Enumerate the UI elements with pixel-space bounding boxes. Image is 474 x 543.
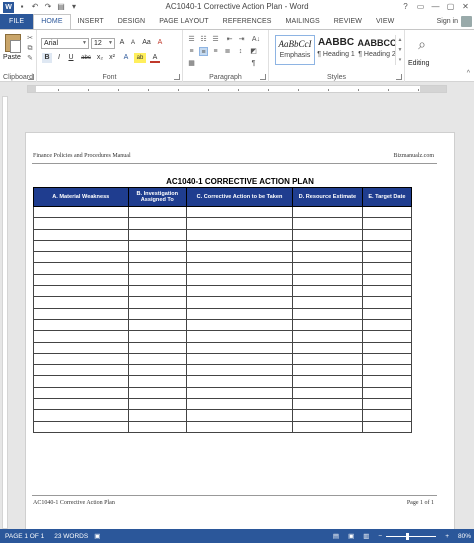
table-cell[interactable] <box>128 365 187 376</box>
corrective-action-table[interactable] <box>33 187 412 433</box>
shrink-font-button[interactable]: A <box>130 40 135 46</box>
ruler-right-margin <box>420 86 446 92</box>
table-cell[interactable] <box>128 342 187 353</box>
table-cell[interactable] <box>292 229 362 240</box>
table-cell[interactable] <box>34 218 129 229</box>
ruler-tick <box>418 89 419 91</box>
style-emphasis[interactable] <box>275 35 315 65</box>
page-count-status[interactable]: PAGE 1 OF 1 <box>5 532 45 540</box>
table-cell[interactable] <box>128 387 187 398</box>
table-cell[interactable] <box>34 387 129 398</box>
table-cell[interactable] <box>187 421 293 432</box>
ruler-tick <box>178 89 179 91</box>
ruler-left-margin <box>28 86 36 92</box>
styles-scroll[interactable]: ▲ ▼ ▾ <box>395 35 404 65</box>
table-cell[interactable] <box>187 319 293 330</box>
table-cell[interactable] <box>128 263 187 274</box>
table-cell[interactable] <box>128 331 187 342</box>
table-cell[interactable] <box>187 252 293 263</box>
horizontal-ruler <box>0 82 474 96</box>
clipboard-label: Clipboard <box>3 74 33 81</box>
paragraph-group <box>183 30 269 82</box>
table-cell[interactable] <box>292 274 362 285</box>
table-cell[interactable] <box>34 207 129 218</box>
paste-button[interactable]: Paste <box>3 54 21 61</box>
minimize-button[interactable]: — <box>431 2 440 11</box>
align-left-icon[interactable]: ≡ <box>189 48 194 55</box>
table-cell[interactable] <box>362 286 411 297</box>
style-heading-2[interactable] <box>357 35 397 65</box>
font-name-value: Arial <box>44 40 59 47</box>
style-emphasis-name: Emphasis <box>279 52 311 59</box>
word-count-status[interactable]: 23 WORDS <box>54 532 89 540</box>
header-left-text: Finance Policies and Procedures Manual <box>33 153 131 159</box>
table-row <box>34 263 412 274</box>
table-cell[interactable] <box>292 410 362 421</box>
strikethrough-button[interactable]: abc <box>81 55 91 61</box>
table-cell[interactable] <box>34 353 129 364</box>
table-cell[interactable] <box>128 286 187 297</box>
redo-icon[interactable]: ↷ <box>44 2 52 11</box>
read-mode-icon[interactable]: ▤ <box>332 533 340 540</box>
document-title: AC1040-1 CORRECTIVE ACTION PLAN <box>166 177 314 186</box>
word-logo: W <box>3 2 14 13</box>
superscript-button[interactable]: x² <box>109 54 115 61</box>
table-cell[interactable] <box>292 331 362 342</box>
table-cell[interactable] <box>362 240 411 251</box>
table-cell[interactable] <box>128 421 187 432</box>
table-cell[interactable] <box>34 342 129 353</box>
table-cell[interactable] <box>292 252 362 263</box>
font-color-button[interactable]: A <box>150 53 160 63</box>
ruler-tick <box>358 89 359 91</box>
table-cell[interactable] <box>187 207 293 218</box>
table-cell[interactable] <box>187 274 293 285</box>
table-body <box>34 207 412 433</box>
ruler-tick <box>388 89 389 91</box>
table-cell[interactable] <box>362 297 411 308</box>
paste-icon[interactable] <box>5 34 21 52</box>
table-cell[interactable] <box>34 331 129 342</box>
text-effects-button[interactable]: A <box>123 54 129 61</box>
table-row <box>34 252 412 263</box>
clipboard-launcher-icon[interactable] <box>28 74 34 80</box>
ribbon-tabs <box>0 14 474 29</box>
table-cell[interactable] <box>362 342 411 353</box>
table-cell[interactable] <box>128 353 187 364</box>
title-bar <box>0 0 474 14</box>
table-cell[interactable] <box>292 286 362 297</box>
table-cell[interactable] <box>362 207 411 218</box>
bold-button[interactable]: B <box>42 53 52 63</box>
proofing-icon[interactable]: ▣ <box>94 533 101 540</box>
table-cell[interactable] <box>292 308 362 319</box>
column-header-target-date: E. Target Date <box>362 188 411 207</box>
ribbon <box>0 29 474 82</box>
table-cell[interactable] <box>187 308 293 319</box>
undo-icon[interactable]: ↶ <box>31 2 39 11</box>
show-formatting-button[interactable]: ¶ <box>251 60 256 67</box>
table-cell[interactable] <box>362 421 411 432</box>
tab-references[interactable]: REFERENCES <box>222 18 272 25</box>
table-cell[interactable] <box>34 263 129 274</box>
table-cell[interactable] <box>187 229 293 240</box>
table-row <box>34 319 412 330</box>
ruler-tick <box>238 89 239 91</box>
zoom-level[interactable]: 80% <box>457 532 471 540</box>
font-name-select[interactable] <box>41 38 89 49</box>
table-row <box>34 308 412 319</box>
table-cell[interactable] <box>187 286 293 297</box>
table-row <box>34 274 412 285</box>
table-cell[interactable] <box>128 399 187 410</box>
chevron-down-icon: ▼ <box>82 40 87 46</box>
table-cell[interactable] <box>292 207 362 218</box>
line-spacing-icon[interactable]: ↕ <box>238 48 243 55</box>
tab-page-layout[interactable]: PAGE LAYOUT <box>159 18 209 25</box>
column-header-material-weakness: A. Material Weakness <box>34 188 129 207</box>
clipboard-group <box>0 30 37 82</box>
vertical-ruler <box>0 96 10 529</box>
table-cell[interactable] <box>128 308 187 319</box>
subscript-button[interactable]: x₂ <box>96 54 104 61</box>
tab-insert[interactable]: INSERT <box>77 18 104 25</box>
table-cell[interactable] <box>362 331 411 342</box>
multilevel-list-icon[interactable]: ☰ <box>212 36 219 43</box>
ruler-strip <box>27 85 447 93</box>
table-row <box>34 410 412 421</box>
style-heading-2-name: ¶ Heading 2 <box>358 51 396 58</box>
tab-review[interactable]: REVIEW <box>333 18 362 25</box>
table-cell[interactable] <box>34 252 129 263</box>
table-cell[interactable] <box>128 240 187 251</box>
table-cell[interactable] <box>292 218 362 229</box>
style-heading-2-sample: AABBCC <box>357 38 397 48</box>
zoom-slider[interactable] <box>386 536 436 537</box>
table-row <box>34 421 412 432</box>
table-cell[interactable] <box>34 297 129 308</box>
table-cell[interactable] <box>128 229 187 240</box>
table-row <box>34 331 412 342</box>
table-cell[interactable] <box>34 286 129 297</box>
window-title: AC1040-1 Corrective Action Plan - Word <box>165 2 309 11</box>
sign-in-link[interactable]: Sign in <box>436 18 458 25</box>
table-cell[interactable] <box>292 342 362 353</box>
table-cell[interactable] <box>187 297 293 308</box>
table-cell[interactable] <box>292 421 362 432</box>
ruler-tick <box>88 89 89 91</box>
table-cell[interactable] <box>34 240 129 251</box>
style-emphasis-sample: AaBbCcI <box>278 39 312 49</box>
table-row <box>34 207 412 218</box>
zoom-out-button[interactable]: − <box>378 532 383 540</box>
underline-button[interactable]: U <box>68 54 74 61</box>
column-header-corrective-action: C. Corrective Action to be Taken <box>187 188 293 207</box>
grow-font-button[interactable]: A <box>119 39 125 46</box>
column-header-resource-estimate: D. Resource Estimate <box>292 188 362 207</box>
user-avatar[interactable] <box>461 16 472 27</box>
style-heading-1-name: ¶ Heading 1 <box>317 51 355 58</box>
table-cell[interactable] <box>34 308 129 319</box>
collapse-ribbon-icon[interactable]: ^ <box>466 70 470 77</box>
table-cell[interactable] <box>128 207 187 218</box>
table-cell[interactable] <box>187 240 293 251</box>
chevron-down-icon: ▼ <box>108 40 113 46</box>
document-page[interactable] <box>25 132 455 529</box>
table-cell[interactable] <box>362 229 411 240</box>
table-cell[interactable] <box>128 252 187 263</box>
table-row <box>34 297 412 308</box>
table-cell[interactable] <box>34 365 129 376</box>
table-cell[interactable] <box>34 421 129 432</box>
table-cell[interactable] <box>187 410 293 421</box>
ribbon-display-button[interactable]: ▭ <box>416 2 425 11</box>
increase-indent-icon[interactable]: ⇥ <box>238 36 245 43</box>
table-cell[interactable] <box>34 274 129 285</box>
table-row <box>34 240 412 251</box>
styles-label: Styles <box>326 74 347 81</box>
table-cell[interactable] <box>128 410 187 421</box>
align-right-icon[interactable]: ≡ <box>213 48 218 55</box>
quick-access-toolbar <box>0 2 79 13</box>
paragraph-launcher-icon[interactable] <box>260 74 266 80</box>
clear-formatting-button[interactable]: A <box>157 39 163 46</box>
footer-rule <box>32 495 437 496</box>
table-cell[interactable] <box>34 229 129 240</box>
table-cell[interactable] <box>128 319 187 330</box>
copy-icon[interactable]: ⧉ <box>27 45 33 52</box>
align-center-icon[interactable]: ≡ <box>199 47 208 56</box>
styles-group <box>269 30 405 82</box>
table-cell[interactable] <box>34 410 129 421</box>
vertical-ruler-strip <box>2 96 8 529</box>
table-row <box>34 286 412 297</box>
print-icon[interactable]: ▤ <box>57 2 65 11</box>
table-row <box>34 353 412 364</box>
paragraph-label: Paragraph <box>209 74 242 81</box>
table-cell[interactable] <box>362 274 411 285</box>
ruler-tick <box>148 89 149 91</box>
footer-right-text: Page 1 of 1 <box>406 500 434 506</box>
bullets-icon[interactable]: ☰ <box>188 36 195 43</box>
tab-design[interactable]: DESIGN <box>117 18 146 25</box>
table-cell[interactable] <box>187 353 293 364</box>
table-cell[interactable] <box>362 376 411 387</box>
table-cell[interactable] <box>362 353 411 364</box>
help-button[interactable]: ? <box>403 2 408 11</box>
table-cell[interactable] <box>292 387 362 398</box>
format-painter-icon[interactable]: ✎ <box>27 55 33 62</box>
table-cell[interactable] <box>292 353 362 364</box>
binoculars-icon[interactable]: ⌕ <box>418 36 426 52</box>
table-row <box>34 365 412 376</box>
table-cell[interactable] <box>34 376 129 387</box>
table-cell[interactable] <box>292 319 362 330</box>
tab-home[interactable]: HOME <box>33 14 70 29</box>
decrease-indent-icon[interactable]: ⇤ <box>226 36 233 43</box>
ruler-tick <box>58 89 59 91</box>
style-heading-1[interactable] <box>316 35 356 65</box>
numbering-icon[interactable]: ☷ <box>200 36 207 43</box>
table-cell[interactable] <box>34 399 129 410</box>
font-label: Font <box>102 74 117 81</box>
editing-button[interactable]: Editing <box>408 60 430 67</box>
ruler-tick <box>208 89 209 91</box>
table-cell[interactable] <box>128 376 187 387</box>
maximize-button[interactable]: ▢ <box>446 2 455 11</box>
styles-launcher-icon[interactable] <box>396 74 402 80</box>
table-cell[interactable] <box>187 263 293 274</box>
save-icon[interactable]: ▪ <box>20 2 24 11</box>
table-cell[interactable] <box>362 399 411 410</box>
ruler-tick <box>298 89 299 91</box>
table-cell[interactable] <box>128 297 187 308</box>
font-group <box>37 30 183 82</box>
zoom-in-button[interactable]: + <box>445 532 449 540</box>
table-row <box>34 218 412 229</box>
document-area[interactable] <box>10 96 474 529</box>
justify-icon[interactable]: ≣ <box>224 48 231 55</box>
table-cell[interactable] <box>362 365 411 376</box>
table-cell[interactable] <box>362 308 411 319</box>
table-cell[interactable] <box>292 399 362 410</box>
table-row <box>34 229 412 240</box>
table-row <box>34 342 412 353</box>
table-cell[interactable] <box>292 263 362 274</box>
footer-left-text: AC1040-1 Corrective Action Plan <box>33 500 115 506</box>
zoom-slider-thumb[interactable] <box>406 533 409 540</box>
table-cell[interactable] <box>362 410 411 421</box>
tab-view[interactable]: VIEW <box>376 18 395 25</box>
web-layout-icon[interactable]: ▥ <box>363 533 370 540</box>
style-heading-1-sample: AABBC <box>317 37 355 48</box>
font-size-select[interactable] <box>91 38 115 49</box>
table-row <box>34 399 412 410</box>
italic-button[interactable]: I <box>58 54 60 61</box>
shading-icon[interactable]: ◩ <box>250 48 257 55</box>
font-launcher-icon[interactable] <box>174 74 180 80</box>
ruler-tick <box>328 89 329 91</box>
tab-mailings[interactable]: MAILINGS <box>285 18 320 25</box>
table-cell[interactable] <box>187 387 293 398</box>
table-cell[interactable] <box>362 252 411 263</box>
table-cell[interactable] <box>187 342 293 353</box>
font-size-value: 12 <box>94 40 102 47</box>
header-rule <box>32 163 437 164</box>
table-cell[interactable] <box>187 365 293 376</box>
table-cell[interactable] <box>362 319 411 330</box>
close-button[interactable]: ✕ <box>462 2 469 11</box>
table-cell[interactable] <box>292 297 362 308</box>
table-cell[interactable] <box>362 387 411 398</box>
highlight-button[interactable]: ab <box>134 53 146 63</box>
table-cell[interactable] <box>187 331 293 342</box>
change-case-button[interactable]: Aa <box>142 39 151 46</box>
table-row <box>34 376 412 387</box>
cut-icon[interactable]: ✂ <box>27 35 33 42</box>
status-bar <box>0 529 474 543</box>
table-cell[interactable] <box>128 218 187 229</box>
table-cell[interactable] <box>292 240 362 251</box>
table-cell[interactable] <box>34 319 129 330</box>
print-layout-icon[interactable]: ▣ <box>348 533 355 540</box>
sort-button[interactable]: A↓ <box>251 36 261 43</box>
table-row <box>34 387 412 398</box>
table-cell[interactable] <box>292 376 362 387</box>
customize-icon[interactable]: ▾ <box>71 2 76 11</box>
table-cell[interactable] <box>362 218 411 229</box>
table-cell[interactable] <box>187 218 293 229</box>
ruler-tick <box>118 89 119 91</box>
table-cell[interactable] <box>187 376 293 387</box>
column-header-investigation-assigned: B. Investigation Assigned To <box>128 188 187 207</box>
table-cell[interactable] <box>292 365 362 376</box>
table-cell[interactable] <box>362 263 411 274</box>
header-right-text: Bizmanualz.com <box>393 153 434 159</box>
ruler-tick <box>268 89 269 91</box>
table-cell[interactable] <box>128 274 187 285</box>
tab-file[interactable]: FILE <box>0 14 33 29</box>
table-cell[interactable] <box>187 399 293 410</box>
borders-icon[interactable]: ▦ <box>188 60 195 67</box>
